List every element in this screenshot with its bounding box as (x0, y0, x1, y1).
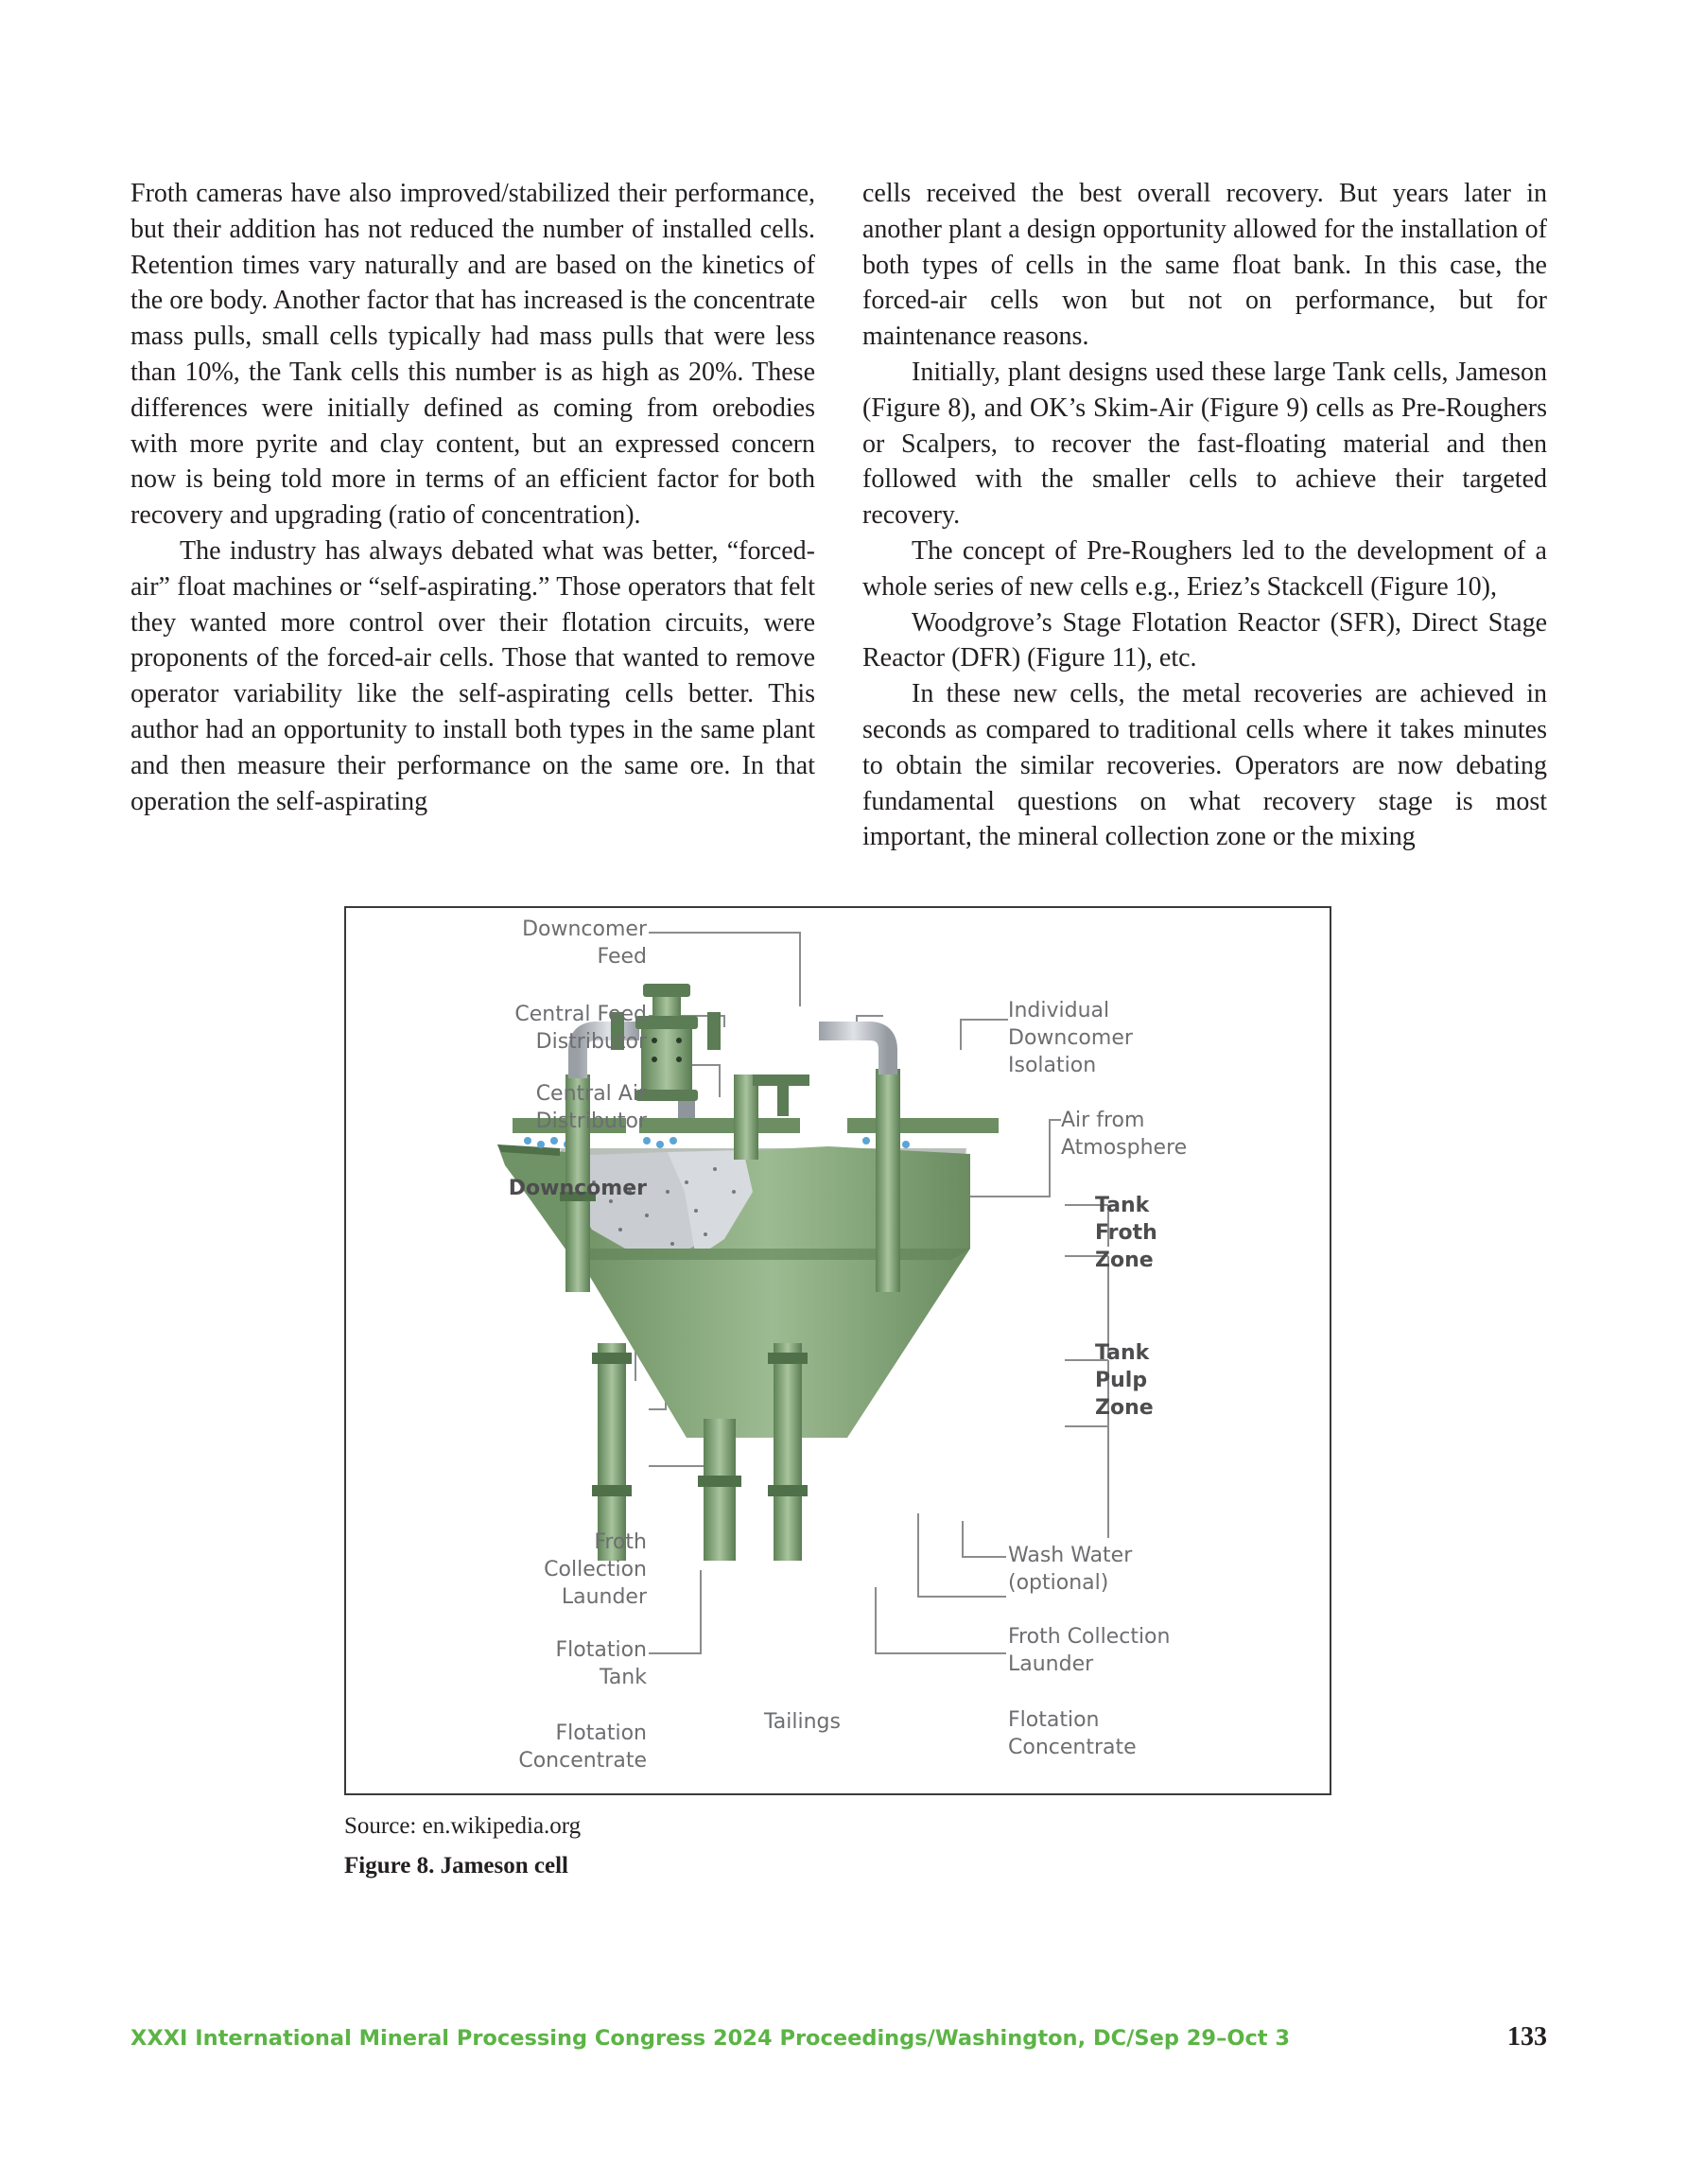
figure-source: Source: en.wikipedia.org (344, 1813, 582, 1839)
air-from-atmosphere-label: Air from Atmosphere (1061, 1109, 1188, 1160)
froth-collection-launder-label: Froth Collection Launder (544, 1530, 647, 1609)
individual-downcomer-isolation-label: Individual Downcomer Isolation (1008, 999, 1133, 1077)
paragraph: The industry has always debated what was better, “forced-air” float machines or “self-aspirating.” Those operators that felt they wanted more control over their flotation circuits, were proponents of the forced-air cells. Those that wanted to remove operator variability like the self-aspirating cells better. This author had an opportunity to install both types in the same plant and then measure their performance on the same ore. In that operation the self-aspirating (130, 535, 815, 816)
figure-caption: Figure 8. Jameson cell (344, 1853, 568, 1878)
flotation-tank-label: Flotation Tank (555, 1638, 647, 1689)
page-number: 133 (1507, 2022, 1547, 2052)
left-column (130, 176, 815, 819)
flotation-concentrate-label: Flotation Concentrate (518, 1721, 647, 1773)
wash-water-label: Wash Water (optional) (1008, 1544, 1133, 1595)
paragraph: Woodgrove’s Stage Flotation Reactor (SFR), Direct Stage Reactor (DFR) (Figure 11), etc. (862, 607, 1547, 673)
froth-collection-launder-label: Froth Collection Launder (1008, 1625, 1171, 1676)
downcomer-feed-label: Downcomer Feed (522, 917, 647, 969)
tailings-label: Tailings (764, 1710, 841, 1734)
paragraph: cells received the best overall recovery. But years later in another plant a design opportunity allowed for the installation of both types of cells in the same float bank. In this case, the forced-air cells won but not on performance, but for maintenance reasons. (862, 179, 1547, 352)
central-air-distributor-label: Central Air Distributor (535, 1082, 647, 1133)
paragraph: Froth cameras have also improved/stabilized their performance, but their addition has not reduced the number of installed cells. Retention times vary naturally and are based on the kinetics of the ore body. Another factor that has increased is the concentrate mass pulls, small cells typically had mass pulls that were less than 10%, the Tank cells this number is as high as 20%. These differences were initially defined as coming from orebodies with more pyrite and clay content, but an expressed concern now is being told more in terms of an efficient factor for both recovery and upgrading (ratio of concentration). (130, 179, 815, 531)
footer-text: XXXI International Mineral Processing Congress 2024 Proceedings/Washington, DC/Sep 29–Oct 3 (130, 2026, 1291, 2051)
central-feed-distributor-label: Central Feed Distributor (514, 1003, 647, 1054)
tank-pulp-zone-label: Tank Pulp Zone (1095, 1341, 1154, 1420)
paragraph: Initially, plant designs used these large Tank cells, Jameson (Figure 8), and OK’s Skim-Air (Figure 9) cells as Pre-Roughers or Scalpers, to recover the fast-floating material and then followed with the smaller cells to achieve their targeted recovery. (862, 357, 1547, 531)
paragraph: In these new cells, the metal recoveries are achieved in seconds as compared to traditional cells where it takes minutes to obtain the similar recoveries. Operators are now debating fundamental questions on what recovery stage is most important, the mineral collection zone or the mixing (862, 679, 1547, 852)
downcomer-label: Downcomer (508, 1177, 647, 1200)
right-column (862, 176, 1547, 855)
flotation-concentrate-label: Flotation Concentrate (1008, 1708, 1137, 1759)
tank-froth-zone-label: Tank Froth Zone (1095, 1194, 1157, 1272)
paragraph: The concept of Pre-Roughers led to the development of a whole series of new cells e.g., Eriez’s Stackcell (Figure 10), (862, 535, 1547, 602)
jameson-cell-figure (344, 906, 1331, 1795)
